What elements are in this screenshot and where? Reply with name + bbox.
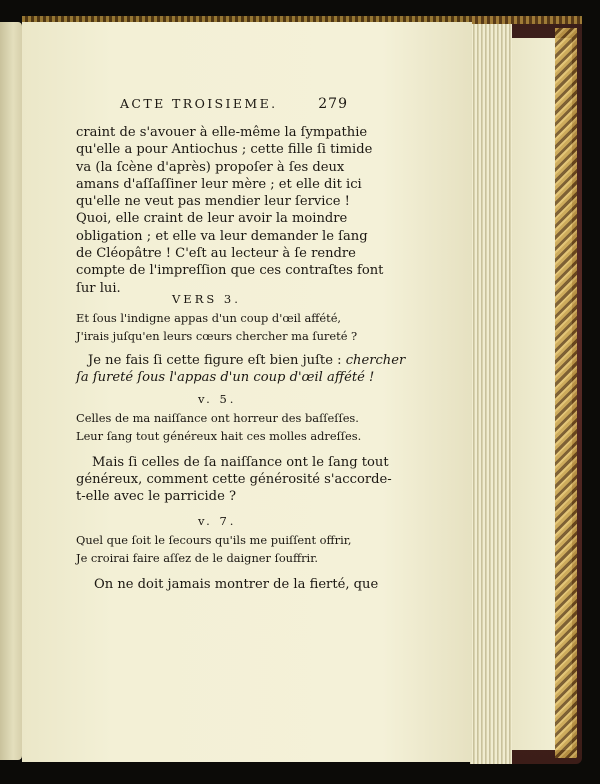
paragraph-4 (94, 576, 379, 593)
verse-line: J'irais juſqu'en leurs cœurs chercher ma ſureté ? (76, 328, 358, 343)
paragraph-2-cont (76, 369, 375, 386)
page-number: 279 (318, 96, 348, 112)
verse-3 (76, 310, 368, 345)
verse-line: Je croirai faire aſſez de le daigner ſouffrir. (76, 550, 319, 565)
text-line: de Cléopâtre ! C'eſt au lecteur à ſe rendre (76, 246, 356, 262)
paragraph-2 (88, 352, 406, 369)
text-line: amans d'aſſaſſiner leur mère ; et elle dit ici (76, 176, 362, 192)
text-line: va (la ſcène d'après) propoſer à ſes deux (76, 159, 345, 175)
text-roman: Je ne fais ſi cette figure eſt bien juſte : (88, 353, 346, 368)
heading-v7: v. 7. (198, 514, 237, 528)
text-line: t-elle avec le parricide ? (76, 489, 236, 505)
paragraph-3 (92, 454, 389, 471)
text-line (88, 352, 406, 369)
verse-5 (76, 410, 368, 445)
gilt-edge (555, 28, 577, 758)
text-italic: chercher (345, 353, 406, 368)
heading-v5: v. 5. (198, 392, 237, 406)
verse-line: Leur ſang tout généreux hait ces molles adreſſes. (76, 428, 362, 443)
text-line: obligation ; et elle va leur demander le ſang (76, 228, 368, 244)
verse-7 (76, 532, 368, 567)
running-title: ACTE TROISIEME. (120, 96, 278, 111)
text-line: craint de s'avouer à elle-même la ſympathie (76, 125, 368, 140)
running-head (120, 96, 348, 112)
text-line: ſur lui. (76, 280, 121, 296)
verse-line: Et ſous l'indigne appas d'un coup d'œil affété, (76, 311, 342, 325)
paragraph-3-cont (76, 471, 392, 506)
facing-page-edge (0, 22, 22, 760)
text-line: qu'elle ne veut pas mendier leur ſervice ! (76, 194, 350, 210)
text-line: généreux, comment cette générosité s'accorde- (76, 472, 392, 487)
text-line: On ne doit jamais montrer de la fierté, que (94, 577, 379, 592)
verse-line: Quel que ſoit le ſecours qu'ils me puiſſent offrir, (76, 533, 352, 547)
heading-vers-3: VERS 3. (172, 292, 241, 306)
text-line: compte de l'impreſſion que ces contraſtes font (76, 263, 384, 279)
book-page (22, 22, 472, 762)
paragraph-1 (76, 124, 384, 297)
verse-line: Celles de ma naiſſance ont horreur des baſſeſſes. (76, 411, 359, 425)
text-line: qu'elle a pour Antiochus ; cette fille ſi timide (76, 142, 373, 158)
text-line: Mais ſi celles de ſa naiſſance ont le ſang tout (92, 455, 389, 470)
page-edges (470, 24, 512, 764)
text-line: ſa ſureté ſous l'appas d'un coup d'œil affété ! (76, 370, 375, 385)
text-line: Quoi, elle craint de leur avoir la moindre (76, 211, 348, 227)
